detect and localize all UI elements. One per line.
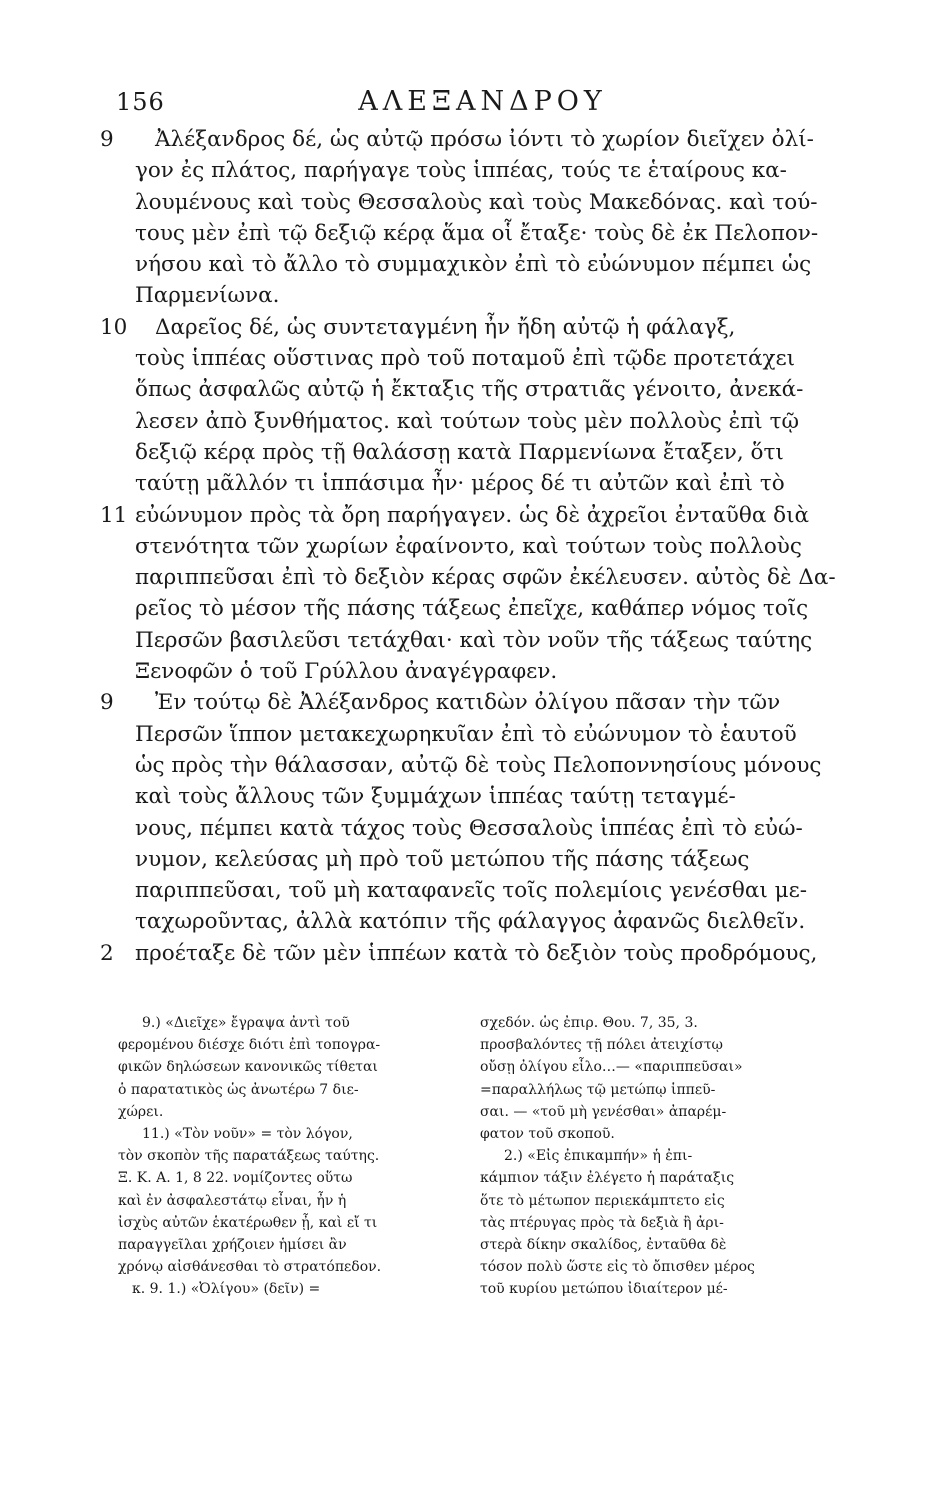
line-text: στενότητα τῶν χωρίων ἐφαίνοντο, καὶ τούτων τοὺς πολλοὺς bbox=[135, 533, 802, 559]
text-line bbox=[100, 406, 830, 437]
main-text bbox=[100, 124, 836, 969]
text-line bbox=[100, 625, 830, 656]
line-text: ταχωροῦντας, ἀλλὰ κατόπιν τῆς φάλαγγος ἀφανῶς διελθεῖν. bbox=[135, 909, 806, 935]
text-line bbox=[100, 875, 830, 906]
footnote-line: ἰσχὺς αὐτῶν ἑκατέρωθεν ᾖ, καὶ εἴ τι bbox=[118, 1214, 378, 1231]
text-line bbox=[100, 187, 830, 218]
footnote-line: κάμπιον τάξιν ἐλέγετο ἡ παράταξις bbox=[480, 1170, 735, 1187]
line-text: ρεῖος τὸ μέσον τῆς πάσης τάξεως ἐπεῖχε, καθάπερ νόμος τοῖς bbox=[135, 596, 809, 622]
footnote-line: καὶ ἐν ἀσφαλεστάτῳ εἶναι, ἦν ἡ bbox=[118, 1192, 347, 1209]
footnote-line: τὸν σκοπὸν τῆς παρατάξεως ταύτης. bbox=[118, 1148, 380, 1165]
line-text: Παρμενίωνα. bbox=[135, 283, 280, 309]
footnote-line: τὰς πτέρυγας πρὸς τὰ δεξιὰ ἢ ἀρι- bbox=[480, 1214, 724, 1231]
line-text: γον ἐς πλάτος, παρήγαγε τοὺς ἱππέας, τούς τε ἑταίρους κα- bbox=[135, 158, 787, 184]
line-text: Ἐν τούτῳ δὲ Ἀλέξανδρος κατιδὼν ὀλίγου πᾶσαν τὴν τῶν bbox=[155, 690, 781, 716]
text-line bbox=[100, 531, 830, 562]
footnote-line: χρόνῳ αἰσθάνεσθαι τὸ στρατόπεδον. bbox=[118, 1259, 382, 1276]
line-text: νυμον, κελεύσας μὴ πρὸ τοῦ μετώπου τῆς πάσης τάξεως bbox=[135, 846, 750, 872]
footnote-line: παραγγεῖλαι χρήζοιεν ἡμίσει ἂν bbox=[118, 1236, 347, 1253]
section-number: 9 bbox=[100, 690, 114, 716]
text-line bbox=[100, 656, 830, 687]
section-number: 11 bbox=[100, 502, 128, 528]
footnote-line: 11.) «Τὸν νοῦν» = τὸν λόγον, bbox=[142, 1125, 353, 1142]
line-text: τοὺς ἱππέας οὕστινας πρὸ τοῦ ποταμοῦ ἐπὶ τῷδε προτετάχει bbox=[135, 346, 796, 372]
section-number: 2 bbox=[100, 940, 114, 966]
text-line bbox=[100, 906, 830, 937]
line-text: εὐώνυμον πρὸς τὰ ὄρη παρήγαγεν. ὡς δὲ ἀχρεῖοι ἐνταῦθα διὰ bbox=[135, 502, 810, 528]
line-text: νους, πέμπει κατὰ τάχος τοὺς Θεσσαλοὺς ἱππέας ἐπὶ τὸ εὐώ- bbox=[135, 815, 803, 841]
line-text: Περσῶν βασιλεῦσι τετάχθαι· καὶ τὸν νοῦν τῆς τάξεως ταύτης bbox=[135, 627, 813, 653]
footnote-line: =παραλλήλως τῷ μετώπῳ ἱππεῦ- bbox=[480, 1081, 716, 1098]
text-line bbox=[100, 500, 830, 531]
line-text: δεξιῷ κέρᾳ πρὸς τῇ θαλάσσῃ κατὰ Παρμενίωνα ἔταξεν, ὅτι bbox=[135, 439, 784, 465]
line-text: ὅπως ἀσφαλῶς αὐτῷ ἡ ἔκταξις τῆς στρατιᾶς γένοιτο, ἀνεκά- bbox=[135, 377, 804, 403]
footnote-line: τοῦ κυρίου μετώπου ἰδιαίτερον μέ- bbox=[480, 1281, 728, 1298]
text-line bbox=[100, 750, 830, 781]
text-line bbox=[100, 280, 830, 311]
footnote-line: φερομένου διέσχε διότι ἐπὶ τοπογρα- bbox=[118, 1037, 381, 1054]
section-number: 9 bbox=[100, 127, 114, 152]
line-text: ὡς πρὸς τὴν θάλασσαν, αὐτῷ δὲ τοὺς Πελοποννησίους μόνους bbox=[135, 752, 822, 778]
text-line bbox=[100, 938, 830, 969]
line-text: ταύτῃ μᾶλλόν τι ἱππάσιμα ἦν· μέρος δέ τι αὐτῶν καὶ ἐπὶ τὸ bbox=[135, 471, 785, 497]
footnote-line: κ. 9. 1.) «Ὀλίγου» (δεῖν) = bbox=[132, 1281, 321, 1298]
footnote-line: ὅτε τὸ μέτωπον περιεκάμπτετο εἰς bbox=[480, 1192, 725, 1209]
footnotes-right-column bbox=[480, 1012, 800, 1300]
text-line bbox=[100, 719, 830, 750]
footnote-line: 9.) «Διεῖχε» ἔγραψα ἀντὶ τοῦ bbox=[142, 1015, 350, 1031]
footnote-line: Ξ. Κ. Α. 1, 8 22. νομίζοντες οὕτω bbox=[118, 1170, 353, 1187]
footnote-line: 2.) «Εἰς ἐπικαμπήν» ἡ ἐπι- bbox=[504, 1148, 693, 1165]
text-line bbox=[100, 687, 830, 718]
text-line bbox=[100, 343, 830, 374]
footnote-line: σχεδόν. ὡς ἐπιρ. Θου. 7, 35, 3. bbox=[480, 1015, 698, 1031]
footnote-line: στερὰ δίκην σκαλίδος, ἐνταῦθα δὲ bbox=[480, 1236, 727, 1253]
text-line bbox=[100, 813, 830, 844]
text-line bbox=[100, 312, 830, 343]
footnotes-left-column bbox=[118, 1012, 443, 1300]
footnote-line: χώρει. bbox=[118, 1103, 164, 1120]
line-text: Ξενοφῶν ὁ τοῦ Γρύλλου ἀναγέγραφεν. bbox=[135, 659, 558, 685]
line-text: λουμένους καὶ τοὺς Θεσσαλοὺς καὶ τοὺς Μακεδόνας. καὶ τού- bbox=[135, 189, 818, 215]
text-line bbox=[100, 249, 830, 280]
line-text: καὶ τοὺς ἄλλους τῶν ξυμμάχων ἱππέας ταύτῃ τεταγμέ- bbox=[135, 784, 736, 810]
running-head: ΑΛΕΞΑΝΔΡΟΥ bbox=[358, 86, 607, 117]
text-line bbox=[100, 124, 830, 155]
line-text: Δαρεῖος δέ, ὡς συντεταγμένη ἦν ἤδη αὐτῷ ἡ φάλαγξ, bbox=[155, 314, 736, 340]
line-text: Περσῶν ἵππον μετακεχωρηκυῖαν ἐπὶ τὸ εὐώνυμον τὸ ἑαυτοῦ bbox=[135, 721, 797, 747]
page-number: 156 bbox=[116, 88, 165, 116]
text-line bbox=[100, 218, 830, 249]
footnote-line: προσβαλόντες τῇ πόλει ἀτειχίστῳ bbox=[480, 1037, 723, 1054]
line-text: παριππεῦσαι ἐπὶ τὸ δεξιὸν κέρας σφῶν ἐκέλευσεν. αὐτὸς δὲ Δα- bbox=[135, 565, 836, 591]
footnote-line: ὁ παρατατικὸς ὡς ἀνωτέρω 7 διε- bbox=[118, 1081, 359, 1098]
line-text: παριππεῦσαι, τοῦ μὴ καταφανεῖς τοῖς πολεμίοις γενέσθαι με- bbox=[135, 878, 807, 904]
footnote-line: φατον τοῦ σκοποῦ. bbox=[480, 1125, 615, 1142]
section-number: 10 bbox=[100, 314, 128, 340]
text-line bbox=[100, 374, 830, 405]
text-line bbox=[100, 781, 830, 812]
line-text: λεσεν ἀπὸ ξυνθήματος. καὶ τούτων τοὺς μὲν πολλοὺς ἐπὶ τῷ bbox=[135, 408, 799, 434]
footnote-line: οὔσῃ ὀλίγου εἷλο…— «παριππεῦσαι» bbox=[480, 1059, 743, 1076]
line-text: νήσου καὶ τὸ ἄλλο τὸ συμμαχικὸν ἐπὶ τὸ εὐώνυμον πέμπει ὡς bbox=[135, 252, 812, 278]
line-text: Ἀλέξανδρος δέ, ὡς αὐτῷ πρόσω ἰόντι τὸ χωρίον διεῖχεν ὀλί- bbox=[155, 127, 814, 152]
text-line bbox=[100, 593, 830, 624]
footnote-line: φικῶν δηλώσεων κανονικῶς τίθεται bbox=[118, 1059, 378, 1076]
footnote-line: σαι. — «τοῦ μὴ γενέσθαι» ἀπαρέμ- bbox=[480, 1103, 727, 1120]
footnote-line: τόσον πολὺ ὥστε εἰς τὸ ὄπισθεν μέρος bbox=[480, 1259, 755, 1276]
line-text: τους μὲν ἐπὶ τῷ δεξιῷ κέρᾳ ἅμα οἷ ἔταξε· τοὺς δὲ ἐκ Πελοπον- bbox=[135, 220, 819, 246]
text-line bbox=[100, 844, 830, 875]
text-line bbox=[100, 468, 830, 499]
text-line bbox=[100, 562, 836, 593]
text-line bbox=[100, 155, 830, 186]
text-line bbox=[100, 437, 830, 468]
line-text: προέταξε δὲ τῶν μὲν ἱππέων κατὰ τὸ δεξιὸν τοὺς προδρόμους, bbox=[135, 940, 818, 966]
